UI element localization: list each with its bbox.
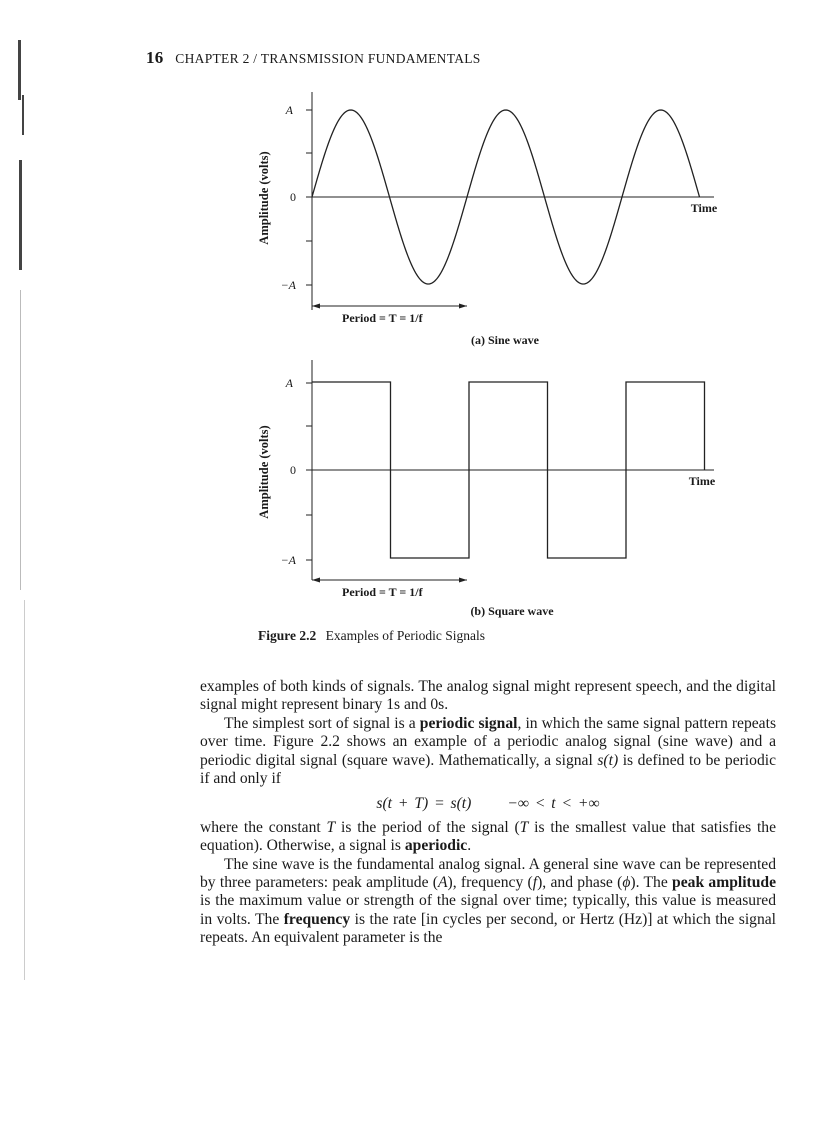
text-run: ). The xyxy=(630,874,673,892)
var-A: A xyxy=(437,874,448,892)
text-run: ), frequency ( xyxy=(447,874,533,892)
panel-b-arrowhead-left xyxy=(312,578,320,583)
term-periodic-signal: periodic signal xyxy=(419,714,518,732)
var-T: T xyxy=(519,818,529,836)
var-f: f xyxy=(532,874,538,892)
panel-a-period-label: Period = T = 1/f xyxy=(342,311,423,325)
panel-b-square xyxy=(257,360,716,618)
chapter-title: CHAPTER 2 / TRANSMISSION FUNDAMENTALS xyxy=(175,51,481,66)
paragraph-3 xyxy=(200,819,776,856)
figure-number: Figure 2.2 xyxy=(258,628,317,643)
equation-periodicity xyxy=(200,795,776,813)
panel-a-ytick-0: 0 xyxy=(290,190,296,204)
text-run: . xyxy=(467,837,472,855)
panel-b-period-label: Period = T = 1/f xyxy=(342,585,423,599)
panel-a-subcaption: (a) Sine wave xyxy=(471,333,539,347)
panel-a-sine xyxy=(257,92,718,347)
paragraph-4 xyxy=(200,856,776,948)
var-T: T xyxy=(326,818,336,836)
panel-a-arrowhead-right xyxy=(459,304,467,309)
panel-b-arrowhead-right xyxy=(459,578,467,583)
paragraph-1: examples of both kinds of signals. The analog signal might represent speech, and the digital signal might represent binary 1s and 0s. xyxy=(200,678,776,714)
text-run: where the constant xyxy=(200,818,327,836)
body-text xyxy=(200,678,776,948)
panel-b-subcaption: (b) Square wave xyxy=(470,604,554,618)
panel-b-ytick-A: A xyxy=(285,376,293,390)
figure-caption-text: Examples of Periodic Signals xyxy=(325,628,485,643)
panel-a-ytick-A: A xyxy=(285,103,293,117)
text-run: is defined to be periodic if and only if xyxy=(200,751,776,788)
figure-caption xyxy=(258,628,485,644)
paragraph-2 xyxy=(200,715,776,789)
text-run: The simplest sort of signal is a xyxy=(224,714,420,732)
term-aperiodic: aperiodic xyxy=(404,837,468,855)
panel-b-ylabel: Amplitude (volts) xyxy=(257,425,271,519)
panel-a-ytick-negA: −A xyxy=(280,278,296,292)
equation-range: −∞ < t < +∞ xyxy=(507,795,600,813)
term-frequency: frequency xyxy=(283,910,351,928)
panel-a-xlabel: Time xyxy=(690,201,718,215)
panel-a-ylabel: Amplitude (volts) xyxy=(257,151,271,245)
term-peak-amplitude: peak amplitude xyxy=(672,874,776,892)
panel-b-ytick-0: 0 xyxy=(290,463,296,477)
text-run: is the period of the signal ( xyxy=(335,818,520,836)
panel-b-xlabel: Time xyxy=(688,474,716,488)
text-run: is the rate [in cycles per second, or Hertz (Hz)] at which the signal repeats. An equivalent parameter is the xyxy=(200,910,776,947)
text-run: The sine wave is the fundamental analog signal. A general sine wave can be represented by three parameters: peak amplitude ( xyxy=(200,855,776,892)
panel-a-arrowhead-left xyxy=(312,304,320,309)
text-run: ), and phase ( xyxy=(537,874,623,892)
text-run: is the maximum value or strength of the signal over time; typically, this value is measured in volts. The xyxy=(200,892,776,928)
var-s-of-t: s(t) xyxy=(597,751,619,769)
text-run: , in which the same signal pattern repeats over time. Figure 2.2 shows an example of a periodic analog signal (sine wave) and a periodic digital signal (square wave). Mathematically, a signal xyxy=(200,714,777,769)
text-run: is the smallest value that satisfies the equation). Otherwise, a signal is xyxy=(200,818,777,855)
panel-b-ytick-negA: −A xyxy=(280,553,296,567)
equation-lhs: s(t + T) = s(t) xyxy=(376,795,472,813)
var-phi: ϕ xyxy=(622,874,631,892)
page-number: 16 xyxy=(146,48,164,67)
